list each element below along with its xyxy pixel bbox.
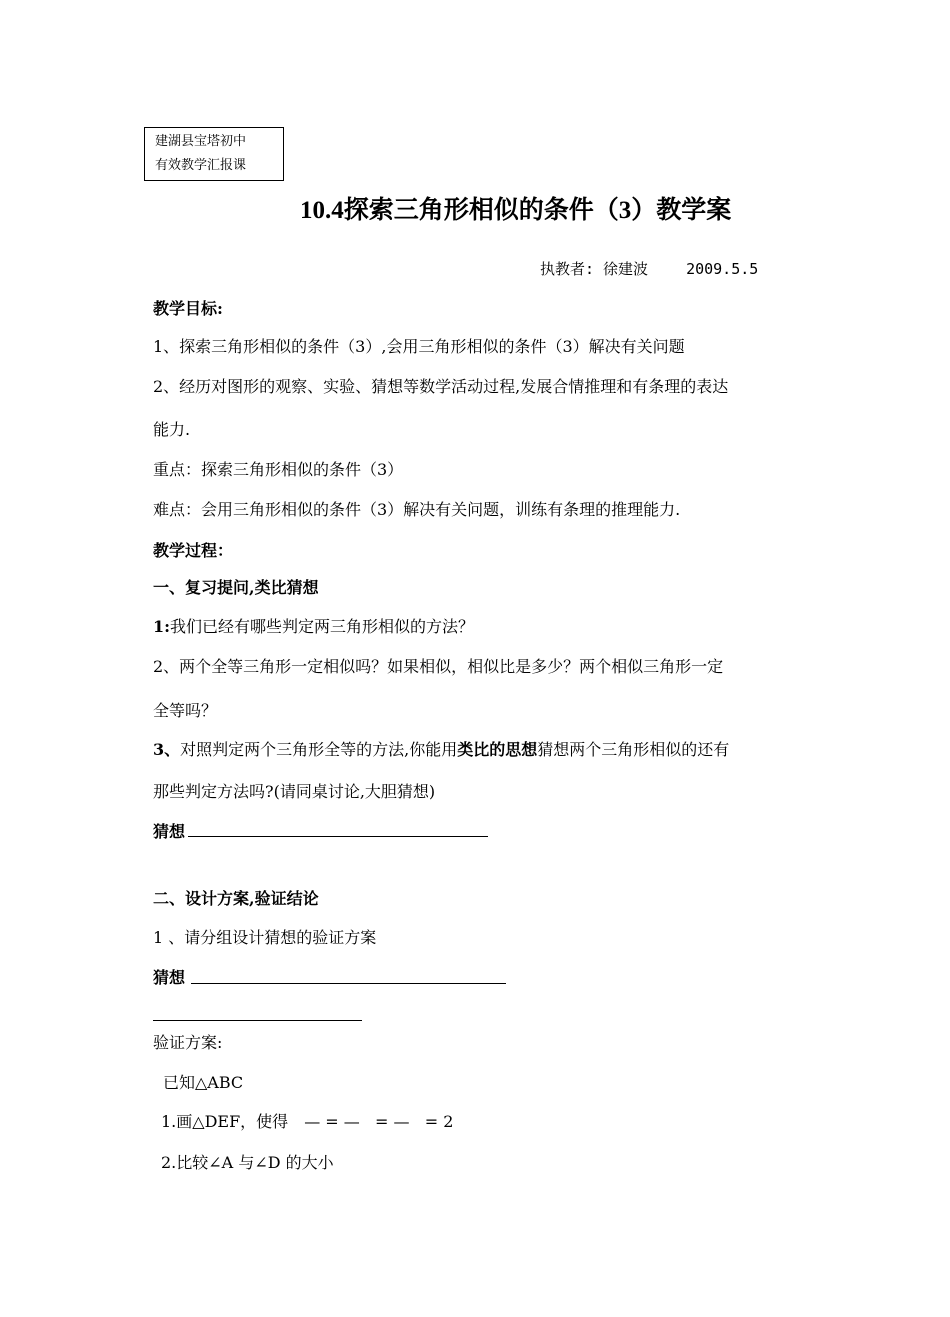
header-box bbox=[144, 127, 284, 181]
guess-label-2: 猜想 bbox=[153, 968, 186, 987]
guess-blank-2[interactable] bbox=[191, 983, 506, 984]
process-heading: 教学过程： bbox=[153, 541, 234, 560]
goals-heading: 教学目标: bbox=[153, 299, 223, 318]
question-1-text: 我们已经有哪些判定两三角形相似的方法？ bbox=[170, 617, 475, 636]
difficulty-point: 难点：会用三角形相似的条件（3）解决有关问题，训练有条理的推理能力. bbox=[153, 500, 681, 519]
question-3-bold: 类比的思想 bbox=[457, 740, 538, 759]
step-1 bbox=[161, 1109, 453, 1132]
header-box-line1: 建湖县宝塔初中 bbox=[155, 134, 247, 149]
question-1 bbox=[153, 614, 474, 637]
goal-item-1: 1、探索三角形相似的条件（3）,会用三角形相似的条件（3）解决有关问题 bbox=[153, 337, 685, 356]
known-triangle: 已知△ABC bbox=[163, 1073, 244, 1092]
step-1-ratio: — = — = — = 2 bbox=[304, 1112, 454, 1131]
question-2: 2、两个全等三角形一定相似吗？如果相似，相似比是多少？两个相似三角形一定 bbox=[153, 657, 724, 676]
goal-item-2-cont: 能力. bbox=[153, 420, 191, 439]
question-3-post: 猜想两个三角形相似的还有 bbox=[537, 740, 730, 759]
goal-item-2: 2、经历对图形的观察、实验、猜想等数学活动过程,发展合情推理和有条理的表达 bbox=[153, 377, 729, 396]
author-date: 2009.5.5 bbox=[686, 260, 759, 278]
key-point: 重点：探索三角形相似的条件（3） bbox=[153, 460, 404, 479]
author-line bbox=[540, 258, 758, 279]
section2-heading: 二、设计方案,验证结论 bbox=[153, 889, 319, 908]
section2-item-1: 1 、请分组设计猜想的验证方案 bbox=[153, 928, 377, 947]
question-1-number: 1: bbox=[153, 617, 171, 636]
guess-label-1: 猜想 bbox=[153, 822, 186, 841]
section1-heading: 一、复习提问,类比猜想 bbox=[153, 578, 319, 597]
question-2-cont: 全等吗？ bbox=[153, 701, 218, 720]
question-3-cont: 那些判定方法吗?(请同桌讨论,大胆猜想) bbox=[153, 782, 436, 801]
step-2: 2.比较∠A 与∠D 的大小 bbox=[161, 1153, 334, 1172]
plan-label: 验证方案: bbox=[153, 1033, 223, 1052]
question-3-number: 3、 bbox=[153, 740, 181, 759]
header-box-line2: 有效教学汇报课 bbox=[155, 158, 247, 173]
step-1-text: 1.画△DEF，使得 bbox=[161, 1112, 289, 1131]
question-3 bbox=[153, 737, 729, 760]
author-name: 执教者: 徐建波 bbox=[540, 260, 649, 278]
page-title: 10.4探索三角形相似的条件（3）教学案 bbox=[300, 197, 732, 224]
question-3-pre: 对照判定两个三角形全等的方法,你能用 bbox=[180, 740, 458, 759]
guess-blank-1[interactable] bbox=[188, 836, 488, 837]
guess-blank-2-cont[interactable] bbox=[153, 1020, 362, 1021]
